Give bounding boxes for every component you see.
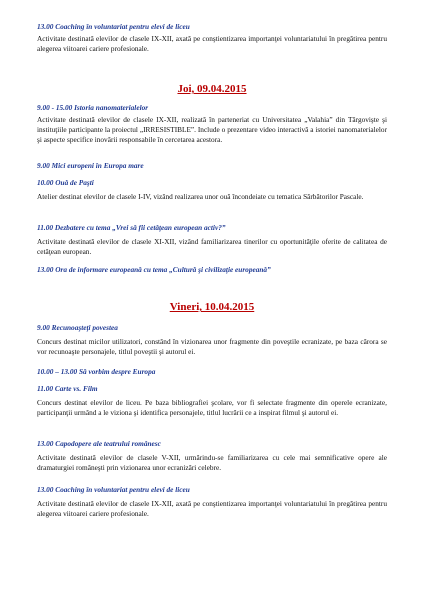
item-heading-capodopere: 13.00 Capodopere ale teatrului românesc (37, 439, 161, 448)
item-heading-dezbatere (37, 223, 226, 232)
item-text-nanomateriale: Activitate destinată elevilor de clasele IX-XII, realizată în parteneriat cu Universitatea „Valahia” din Târgovişte şi instituţiile participante la proiectul „IRRESISTIBLE”. Include o prezentare video interactivă a istoriei nanomaterialelor şi aspecte specifice inovării responsabile în cercetarea acestora. (37, 115, 387, 145)
item-heading-ora-informare (37, 265, 271, 274)
item-text-capodopere: Activitate destinată elevilor de clasele V-XII, urmărindu-se familiarizarea cu cele mai semnificative opere ale dramaturgiei româneşti prin vizionarea unor ecranizări celebre. (37, 453, 387, 473)
heading-quote: „Cultură şi civilizaţie europeană” (169, 265, 271, 274)
item-text-coaching: Activitate destinată elevilor de clasele IX-XII, axată pe conştientizarea importanţei voluntariatului în pregătirea pentru alegerea viitoarei cariere profesionale. (37, 499, 387, 519)
item-heading-coaching-top: 13.00 Coaching în voluntariat pentru elevi de liceu (37, 22, 190, 31)
heading-plain: 13.00 Ora de informare europeană cu tema (37, 265, 170, 274)
item-heading-sa-vorbim: 10.00 – 13.00 Să vorbim despre Europa (37, 367, 156, 376)
heading-quote: „Vrei să fii cetăţean european activ?” (112, 223, 226, 232)
heading-plain: 11.00 Dezbatere cu tema (37, 223, 113, 232)
item-text-recunoasteti: Concurs destinat micilor utilizatori, constând în vizionarea unor fragmente din poveştile ecranizate, pe baza cărora se vor recunoaşte personajele, titlul poveştii şi autorul ei. (37, 337, 387, 357)
item-text-oua-pasti: Atelier destinat elevilor de clasele I-IV, vizând realizarea unor ouă încondeiate cu tematica Sărbătorilor Pascale. (37, 192, 364, 201)
item-text-carte-film: Concurs destinat elevilor de liceu. Pe baza bibliografiei şcolare, vor fi selectate fragmente din operele ecranizate, participanţii urmând a le viziona şi identifica personajele, titlul lucrării ce a inspirat filmul şi autorul ei. (37, 398, 387, 418)
item-heading-nanomateriale: 9.00 - 15.00 Istoria nanomaterialelor (37, 103, 149, 112)
item-heading-mici-europeni: 9.00 Mici europeni în Europa mare (37, 161, 144, 170)
item-heading-oua-pasti: 10.00 Ouă de Paşti (37, 178, 94, 187)
item-text-dezbatere: Activitate destinată elevilor de clasele XI-XII, vizând familiarizarea tinerilor cu oportunităţile oferite de calitatea de cetăţean european. (37, 237, 387, 257)
day-title-vineri: Vineri, 10.04.2015 (169, 301, 255, 313)
item-heading-recunoasteti: 9.00 Recunoaşteţi povestea (37, 323, 118, 332)
item-heading-carte-film: 11.00 Carte vs. Film (37, 384, 98, 393)
item-heading-coaching: 13.00 Coaching în voluntariat pentru elevi de liceu (37, 485, 190, 494)
day-title-joi: Joi, 09.04.2015 (177, 83, 247, 95)
item-text-coaching-top: Activitate destinată elevilor de clasele IX-XII, axată pe conştientizarea importanţei voluntariatului în pregătirea pentru alegerea viitoarei cariere profesionale. (37, 34, 387, 54)
